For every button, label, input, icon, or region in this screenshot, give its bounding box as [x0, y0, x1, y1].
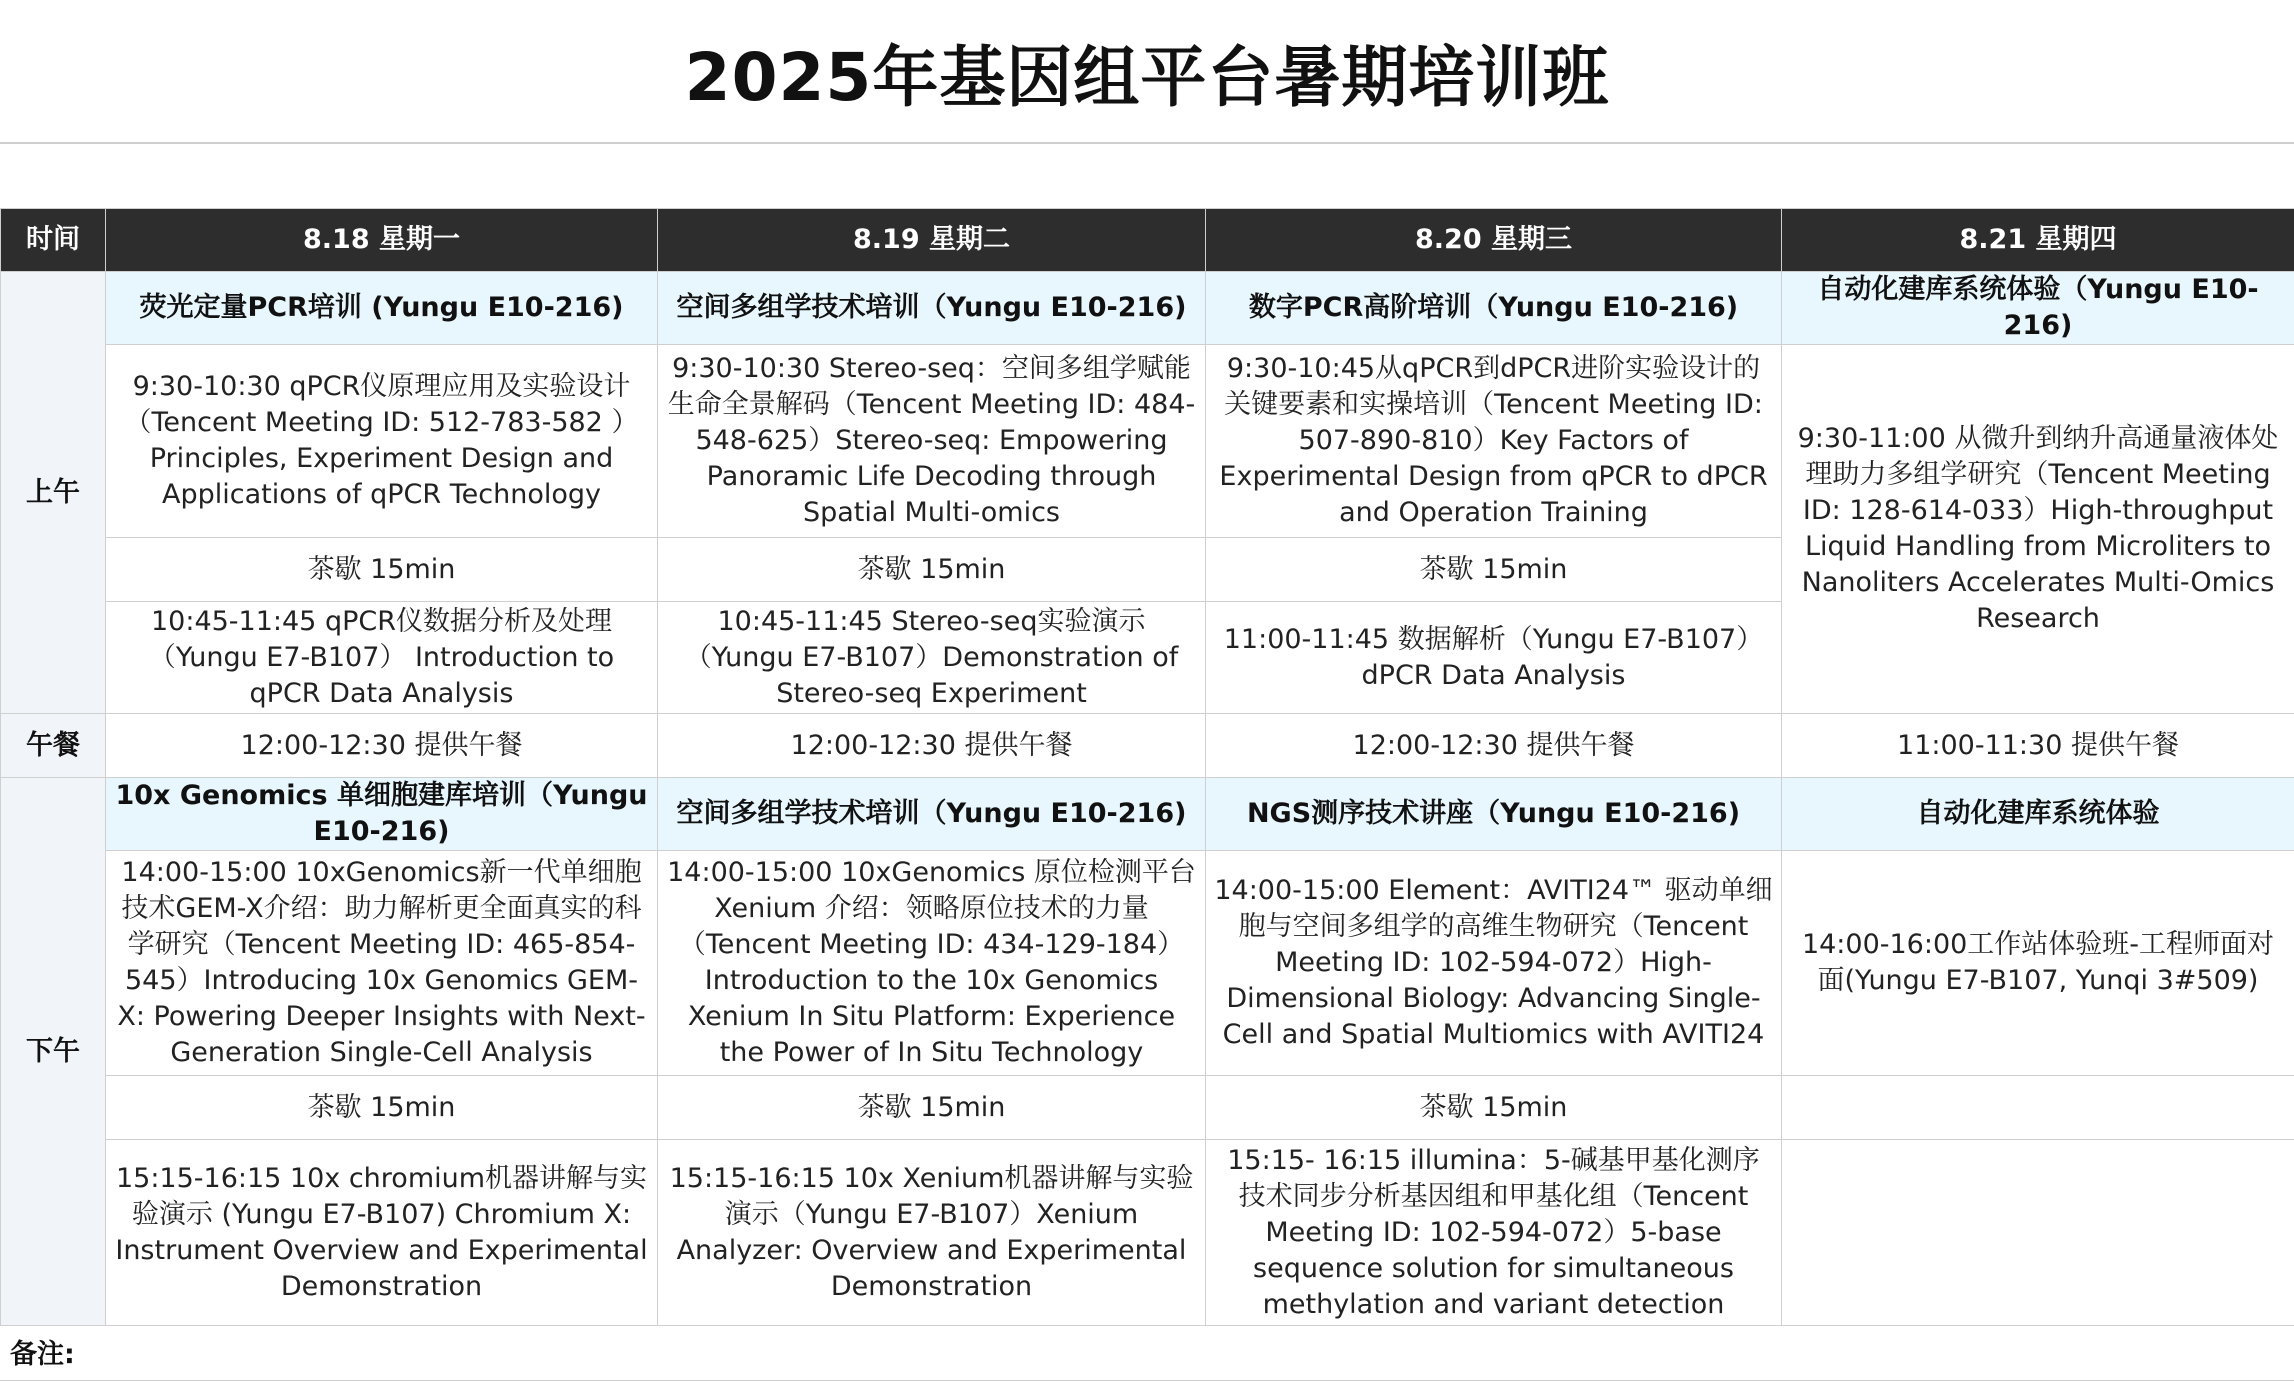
morning-session1-day1: 9:30-10:30 qPCR仪原理应用及实验设计（Tencent Meeting ID: 512-783-582 ）Principles, Experiment Design and Applications of qPCR Technology	[106, 345, 658, 538]
afternoon-tea-row	[1, 1076, 2294, 1140]
morning-session2-day1: 10:45-11:45 qPCR仪数据分析及处理（Yungu E7-B107） Introduction to qPCR Data Analysis	[106, 602, 658, 714]
lunch-day3: 12:00-12:30 提供午餐	[1206, 714, 1782, 778]
morning-session1-day4: 9:30-11:00 从微升到纳升高通量液体处理助力多组学研究（Tencent Meeting ID: 128-614-033）High-throughput Liquid Handling from Microliters to Nanoliters Accelerates Multi-Omics Research	[1782, 345, 2294, 714]
afternoon-session1-day2: 14:00-15:00 10xGenomics 原位检测平台Xenium 介绍：领略原位技术的力量（Tencent Meeting ID: 434-129-184）Introduction to the 10x Genomics Xenium In Situ Platform: Experience the Power of In Situ Technology	[658, 851, 1206, 1076]
afternoon-tea-day2: 茶歇 15min	[658, 1076, 1206, 1140]
morning-tea-day2: 茶歇 15min	[658, 538, 1206, 602]
morning-session2-day3: 11:00-11:45 数据解析（Yungu E7-B107）dPCR Data Analysis	[1206, 602, 1782, 714]
afternoon-course-4: 自动化建库系统体验	[1782, 778, 2294, 851]
afternoon-course-2: 空间多组学技术培训（Yungu E10-216)	[658, 778, 1206, 851]
period-morning: 上午	[1, 272, 106, 714]
title-divider	[0, 142, 2294, 144]
morning-tea-day1: 茶歇 15min	[106, 538, 658, 602]
header-time: 时间	[1, 209, 106, 272]
bottom-divider	[0, 1380, 2294, 1381]
period-lunch: 午餐	[1, 714, 106, 778]
afternoon-session1-row	[1, 851, 2294, 1076]
afternoon-tea-day4-empty	[1782, 1076, 2294, 1140]
header-day-3: 8.20 星期三	[1206, 209, 1782, 272]
morning-session1-day3: 9:30-10:45从qPCR到dPCR进阶实验设计的关键要素和实操培训（Tencent Meeting ID: 507-890-810）Key Factors of Experimental Design from qPCR to dPCR and Operation Training	[1206, 345, 1782, 538]
page-title: 2025年基因组平台暑期培训班	[684, 38, 1610, 116]
header-day-1: 8.18 星期一	[106, 209, 658, 272]
note-label: 备注:	[10, 1339, 75, 1370]
afternoon-session1-day1: 14:00-15:00 10xGenomics新一代单细胞技术GEM-X介绍：助力解析更全面真实的科学研究（Tencent Meeting ID: 465-854-545）Introducing 10x Genomics GEM-X: Powering Deeper Insights with Next-Generation Single-Cell Analysis	[106, 851, 658, 1076]
morning-session1-row	[1, 345, 2294, 538]
lunch-row	[1, 714, 2294, 778]
morning-course-2: 空间多组学技术培训（Yungu E10-216)	[658, 272, 1206, 345]
schedule-table	[0, 208, 2294, 1326]
afternoon-session1-day3: 14:00-15:00 Element：AVITI24™ 驱动单细胞与空间多组学的高维生物研究（Tencent Meeting ID: 102-594-072）High-Dimensional Biology: Advancing Single-Cell and Spatial Multiomics with AVITI24	[1206, 851, 1782, 1076]
header-day-4: 8.21 星期四	[1782, 209, 2294, 272]
afternoon-course-3: NGS测序技术讲座（Yungu E10-216)	[1206, 778, 1782, 851]
morning-tea-day3: 茶歇 15min	[1206, 538, 1782, 602]
period-afternoon: 下午	[1, 778, 106, 1326]
afternoon-course-row	[1, 778, 2294, 851]
header-day-2: 8.19 星期二	[658, 209, 1206, 272]
morning-session1-day2: 9:30-10:30 Stereo-seq：空间多组学赋能生命全景解码（Tencent Meeting ID: 484-548-625）Stereo-seq: Empowering Panoramic Life Decoding through Spatial Multi-omics	[658, 345, 1206, 538]
afternoon-session2-day1: 15:15-16:15 10x chromium机器讲解与实验演示 (Yungu E7-B107) Chromium X: Instrument Overview and Experimental Demonstration	[106, 1140, 658, 1326]
afternoon-tea-day3: 茶歇 15min	[1206, 1076, 1782, 1140]
morning-course-3: 数字PCR高阶培训（Yungu E10-216)	[1206, 272, 1782, 345]
lunch-day4: 11:00-11:30 提供午餐	[1782, 714, 2294, 778]
afternoon-session2-row	[1, 1140, 2294, 1326]
afternoon-session2-day3: 15:15- 16:15 illumina：5-碱基甲基化测序技术同步分析基因组和甲基化组（Tencent Meeting ID: 102-594-072）5-base sequence solution for simultaneous methylation and variant detection	[1206, 1140, 1782, 1326]
morning-session2-day2: 10:45-11:45 Stereo-seq实验演示（Yungu E7-B107）Demonstration of Stereo-seq Experiment	[658, 602, 1206, 714]
morning-course-1: 荧光定量PCR培训 (Yungu E10-216)	[106, 272, 658, 345]
lunch-day1: 12:00-12:30 提供午餐	[106, 714, 658, 778]
morning-course-row	[1, 272, 2294, 345]
afternoon-session1-day4: 14:00-16:00工作站体验班-工程师面对面(Yungu E7-B107, Yunqi 3#509)	[1782, 851, 2294, 1076]
morning-course-4: 自动化建库系统体验（Yungu E10-216)	[1782, 272, 2294, 345]
afternoon-session2-day2: 15:15-16:15 10x Xenium机器讲解与实验演示（Yungu E7-B107）Xenium Analyzer: Overview and Experimental Demonstration	[658, 1140, 1206, 1326]
afternoon-course-1: 10x Genomics 单细胞建库培训（Yungu E10-216)	[106, 778, 658, 851]
header-row	[1, 209, 2294, 272]
afternoon-session2-day4-empty	[1782, 1140, 2294, 1326]
afternoon-tea-day1: 茶歇 15min	[106, 1076, 658, 1140]
lunch-day2: 12:00-12:30 提供午餐	[658, 714, 1206, 778]
